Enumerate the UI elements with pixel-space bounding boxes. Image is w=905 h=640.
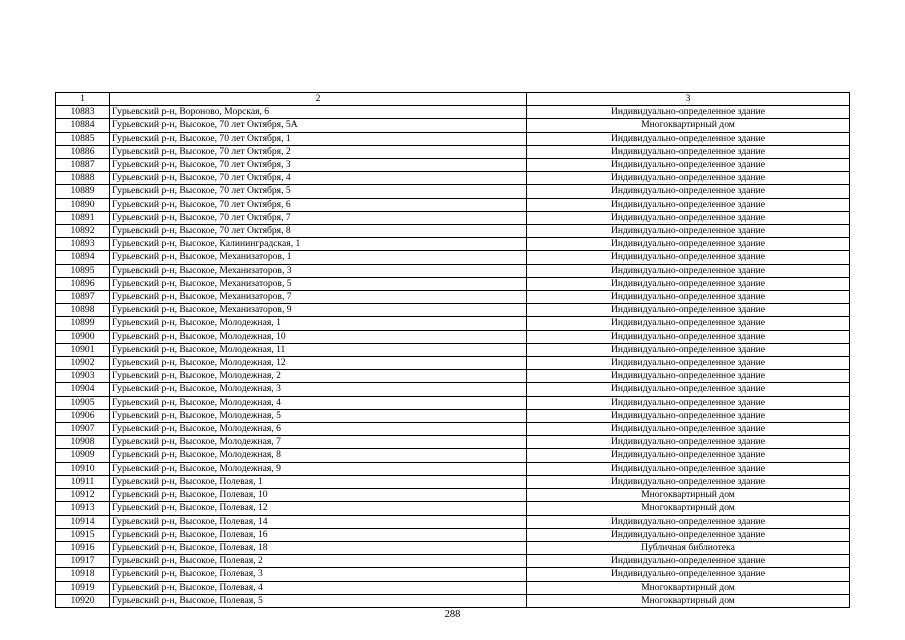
- row-number-cell: 10889: [56, 185, 110, 198]
- address-cell: Гурьевский р-н, Высокое, Молодежная, 10: [110, 330, 527, 343]
- buildings-table: [55, 92, 850, 608]
- table-row: [56, 515, 850, 528]
- building-type-cell: Индивидуально-определенное здание: [527, 568, 850, 581]
- row-number-cell: 10906: [56, 409, 110, 422]
- row-number-cell: 10910: [56, 462, 110, 475]
- address-cell: Гурьевский р-н, Высокое, Молодежная, 12: [110, 357, 527, 370]
- row-number-cell: 10883: [56, 106, 110, 119]
- table-row: [56, 304, 850, 317]
- table-row: [56, 198, 850, 211]
- row-number-cell: 10903: [56, 370, 110, 383]
- row-number-cell: 10916: [56, 541, 110, 554]
- column-header-3: 3: [527, 93, 850, 106]
- table-row: [56, 436, 850, 449]
- table-row: [56, 423, 850, 436]
- building-type-cell: Индивидуально-определенное здание: [527, 383, 850, 396]
- table-row: [56, 291, 850, 304]
- row-number-cell: 10887: [56, 159, 110, 172]
- table-row: [56, 541, 850, 554]
- table-row: [56, 594, 850, 607]
- table-row: [56, 449, 850, 462]
- address-cell: Гурьевский р-н, Высокое, Молодежная, 4: [110, 396, 527, 409]
- table-row: [56, 343, 850, 356]
- table-row: [56, 172, 850, 185]
- table-row: [56, 330, 850, 343]
- building-type-cell: Индивидуально-определенное здание: [527, 291, 850, 304]
- row-number-cell: 10901: [56, 343, 110, 356]
- building-type-cell: Индивидуально-определенное здание: [527, 449, 850, 462]
- table-row: [56, 568, 850, 581]
- address-cell: Гурьевский р-н, Высокое, 70 лет Октября, 1: [110, 132, 527, 145]
- row-number-cell: 10888: [56, 172, 110, 185]
- building-type-cell: Многоквартирный дом: [527, 502, 850, 515]
- row-number-cell: 10898: [56, 304, 110, 317]
- address-cell: Гурьевский р-н, Высокое, Полевая, 16: [110, 528, 527, 541]
- row-number-cell: 10911: [56, 475, 110, 488]
- row-number-cell: 10899: [56, 317, 110, 330]
- building-type-cell: Индивидуально-определенное здание: [527, 423, 850, 436]
- building-type-cell: Индивидуально-определенное здание: [527, 211, 850, 224]
- row-number-cell: 10884: [56, 119, 110, 132]
- address-cell: Гурьевский р-н, Высокое, 70 лет Октября, 3: [110, 159, 527, 172]
- table-body: [56, 93, 850, 608]
- building-type-cell: Индивидуально-определенное здание: [527, 185, 850, 198]
- table-row: [56, 409, 850, 422]
- table-row: [56, 357, 850, 370]
- address-cell: Гурьевский р-н, Высокое, Молодежная, 3: [110, 383, 527, 396]
- address-cell: Гурьевский р-н, Высокое, Молодежная, 9: [110, 462, 527, 475]
- row-number-cell: 10897: [56, 291, 110, 304]
- table-row: [56, 251, 850, 264]
- row-number-cell: 10915: [56, 528, 110, 541]
- table-row: [56, 370, 850, 383]
- row-number-cell: 10885: [56, 132, 110, 145]
- row-number-cell: 10895: [56, 264, 110, 277]
- row-number-cell: 10919: [56, 581, 110, 594]
- table-row: [56, 462, 850, 475]
- building-type-cell: Индивидуально-определенное здание: [527, 132, 850, 145]
- address-cell: Гурьевский р-н, Высокое, Молодежная, 8: [110, 449, 527, 462]
- building-type-cell: Многоквартирный дом: [527, 581, 850, 594]
- address-cell: Гурьевский р-н, Высокое, Полевая, 14: [110, 515, 527, 528]
- building-type-cell: Индивидуально-определенное здание: [527, 475, 850, 488]
- table-row: [56, 475, 850, 488]
- building-type-cell: Индивидуально-определенное здание: [527, 357, 850, 370]
- building-type-cell: Индивидуально-определенное здание: [527, 106, 850, 119]
- column-header-2: 2: [110, 93, 527, 106]
- row-number-cell: 10918: [56, 568, 110, 581]
- table-row: [56, 145, 850, 158]
- address-cell: Гурьевский р-н, Высокое, 70 лет Октября, 5: [110, 185, 527, 198]
- building-type-cell: Индивидуально-определенное здание: [527, 409, 850, 422]
- building-type-cell: Индивидуально-определенное здание: [527, 277, 850, 290]
- address-cell: Гурьевский р-н, Высокое, Молодежная, 5: [110, 409, 527, 422]
- building-type-cell: Многоквартирный дом: [527, 594, 850, 607]
- table-header-row: [56, 93, 850, 106]
- address-cell: Гурьевский р-н, Высокое, Механизаторов, 5: [110, 277, 527, 290]
- building-type-cell: Индивидуально-определенное здание: [527, 264, 850, 277]
- address-cell: Гурьевский р-н, Высокое, Механизаторов, 1: [110, 251, 527, 264]
- building-type-cell: Индивидуально-определенное здание: [527, 462, 850, 475]
- address-cell: Гурьевский р-н, Высокое, Молодежная, 6: [110, 423, 527, 436]
- address-cell: Гурьевский р-н, Высокое, Механизаторов, 7: [110, 291, 527, 304]
- table-row: [56, 502, 850, 515]
- building-type-cell: Индивидуально-определенное здание: [527, 145, 850, 158]
- building-type-cell: Многоквартирный дом: [527, 489, 850, 502]
- building-type-cell: Индивидуально-определенное здание: [527, 396, 850, 409]
- address-cell: Гурьевский р-н, Высокое, 70 лет Октября, 2: [110, 145, 527, 158]
- table-row: [56, 317, 850, 330]
- building-type-cell: Публичная библиотека: [527, 541, 850, 554]
- address-cell: Гурьевский р-н, Высокое, Полевая, 2: [110, 555, 527, 568]
- row-number-cell: 10886: [56, 145, 110, 158]
- row-number-cell: 10892: [56, 225, 110, 238]
- address-cell: Гурьевский р-н, Высокое, Механизаторов, 9: [110, 304, 527, 317]
- row-number-cell: 10902: [56, 357, 110, 370]
- row-number-cell: 10914: [56, 515, 110, 528]
- table-row: [56, 264, 850, 277]
- row-number-cell: 10912: [56, 489, 110, 502]
- row-number-cell: 10909: [56, 449, 110, 462]
- row-number-cell: 10920: [56, 594, 110, 607]
- building-type-cell: Многоквартирный дом: [527, 119, 850, 132]
- building-type-cell: Индивидуально-определенное здание: [527, 304, 850, 317]
- row-number-cell: 10913: [56, 502, 110, 515]
- table-row: [56, 396, 850, 409]
- address-cell: Гурьевский р-н, Высокое, Полевая, 1: [110, 475, 527, 488]
- address-cell: Гурьевский р-н, Высокое, Полевая, 18: [110, 541, 527, 554]
- table-row: [56, 528, 850, 541]
- building-type-cell: Индивидуально-определенное здание: [527, 370, 850, 383]
- address-cell: Гурьевский р-н, Высокое, Полевая, 12: [110, 502, 527, 515]
- row-number-cell: 10891: [56, 211, 110, 224]
- row-number-cell: 10900: [56, 330, 110, 343]
- table-row: [56, 119, 850, 132]
- building-type-cell: Индивидуально-определенное здание: [527, 198, 850, 211]
- building-type-cell: Индивидуально-определенное здание: [527, 238, 850, 251]
- address-cell: Гурьевский р-н, Высокое, Молодежная, 11: [110, 343, 527, 356]
- building-type-cell: Индивидуально-определенное здание: [527, 528, 850, 541]
- row-number-cell: 10907: [56, 423, 110, 436]
- table-row: [56, 211, 850, 224]
- address-cell: Гурьевский р-н, Вороново, Морская, 6: [110, 106, 527, 119]
- building-type-cell: Индивидуально-определенное здание: [527, 515, 850, 528]
- row-number-cell: 10896: [56, 277, 110, 290]
- building-type-cell: Индивидуально-определенное здание: [527, 343, 850, 356]
- table-row: [56, 185, 850, 198]
- building-type-cell: Индивидуально-определенное здание: [527, 436, 850, 449]
- table-row: [56, 159, 850, 172]
- address-cell: Гурьевский р-н, Высокое, 70 лет Октября, 7: [110, 211, 527, 224]
- table-row: [56, 277, 850, 290]
- table-row: [56, 225, 850, 238]
- row-number-cell: 10908: [56, 436, 110, 449]
- row-number-cell: 10917: [56, 555, 110, 568]
- row-number-cell: 10894: [56, 251, 110, 264]
- table-row: [56, 106, 850, 119]
- row-number-cell: 10890: [56, 198, 110, 211]
- column-header-1: 1: [56, 93, 110, 106]
- address-cell: Гурьевский р-н, Высокое, Полевая, 4: [110, 581, 527, 594]
- address-cell: Гурьевский р-н, Высокое, Калининградская, 1: [110, 238, 527, 251]
- table-row: [56, 238, 850, 251]
- table-row: [56, 489, 850, 502]
- address-cell: Гурьевский р-н, Высокое, Полевая, 3: [110, 568, 527, 581]
- address-cell: Гурьевский р-н, Высокое, Полевая, 10: [110, 489, 527, 502]
- table-row: [56, 383, 850, 396]
- building-type-cell: Индивидуально-определенное здание: [527, 555, 850, 568]
- row-number-cell: 10893: [56, 238, 110, 251]
- building-type-cell: Индивидуально-определенное здание: [527, 317, 850, 330]
- table-row: [56, 555, 850, 568]
- address-cell: Гурьевский р-н, Высокое, Механизаторов, 3: [110, 264, 527, 277]
- building-type-cell: Индивидуально-определенное здание: [527, 251, 850, 264]
- table-row: [56, 132, 850, 145]
- address-cell: Гурьевский р-н, Высокое, Молодежная, 7: [110, 436, 527, 449]
- address-cell: Гурьевский р-н, Высокое, 70 лет Октября, 4: [110, 172, 527, 185]
- address-cell: Гурьевский р-н, Высокое, 70 лет Октября, 8: [110, 225, 527, 238]
- address-cell: Гурьевский р-н, Высокое, 70 лет Октября, 6: [110, 198, 527, 211]
- building-type-cell: Индивидуально-определенное здание: [527, 159, 850, 172]
- building-type-cell: Индивидуально-определенное здание: [527, 172, 850, 185]
- row-number-cell: 10904: [56, 383, 110, 396]
- building-type-cell: Индивидуально-определенное здание: [527, 330, 850, 343]
- page-number: 288: [444, 609, 461, 620]
- table-row: [56, 581, 850, 594]
- address-cell: Гурьевский р-н, Высокое, 70 лет Октября, 5А: [110, 119, 527, 132]
- building-type-cell: Индивидуально-определенное здание: [527, 225, 850, 238]
- address-cell: Гурьевский р-н, Высокое, Молодежная, 1: [110, 317, 527, 330]
- address-cell: Гурьевский р-н, Высокое, Полевая, 5: [110, 594, 527, 607]
- address-cell: Гурьевский р-н, Высокое, Молодежная, 2: [110, 370, 527, 383]
- row-number-cell: 10905: [56, 396, 110, 409]
